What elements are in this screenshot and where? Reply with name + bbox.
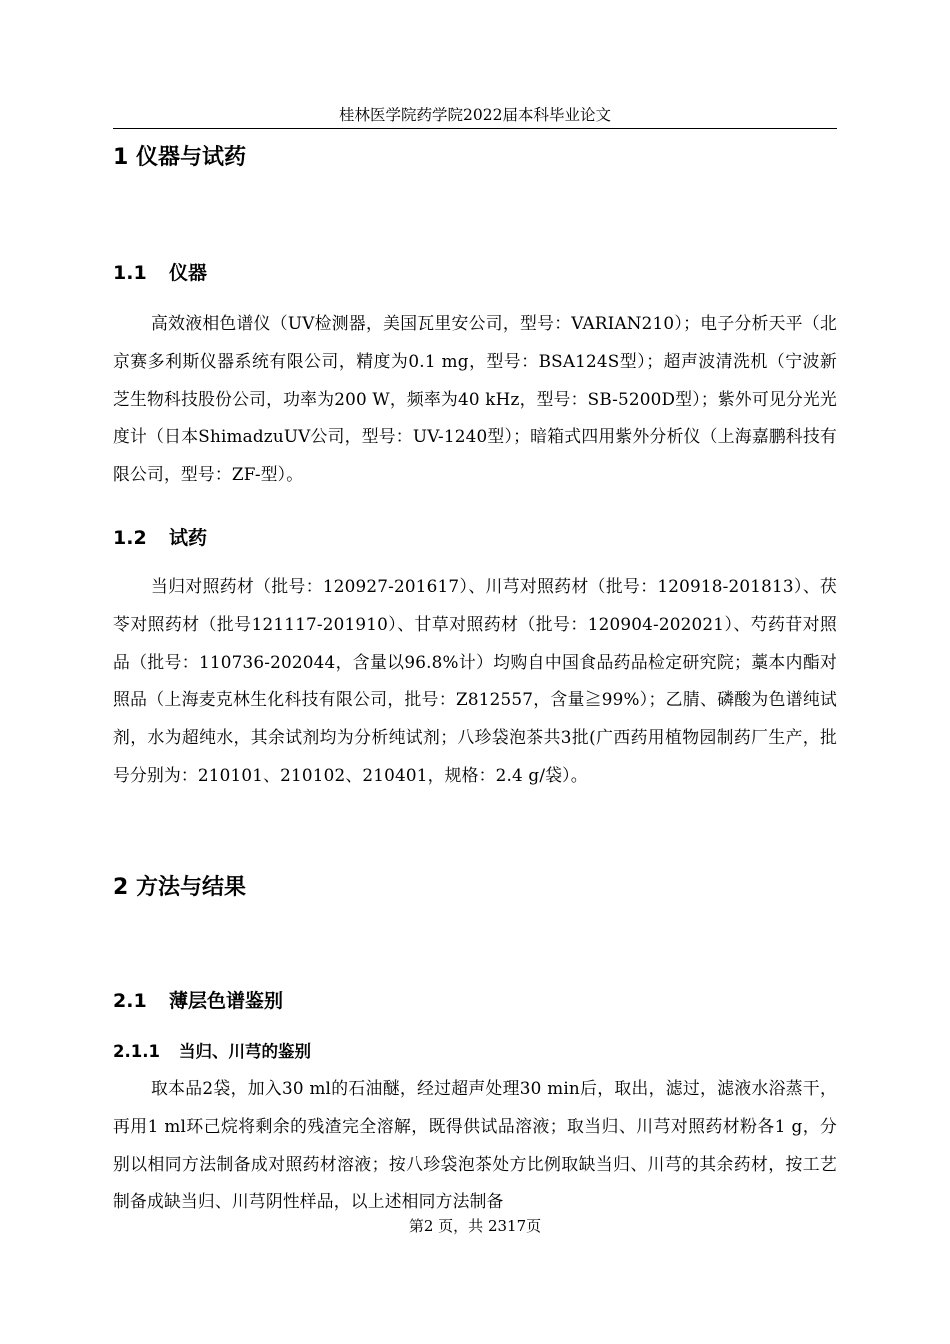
section-2-1-1-heading: [113, 1040, 311, 1064]
reagents-paragraph: 当归对照药材（批号：120927-201617）、川芎对照药材（批号：120918-201813）、茯苓对照药材（批号121117-201910）、甘草对照药材（批号：120904-202021）、芍药苷对照品（批号：110736-202044，含量以96.8%计）均购自中国食品药品检定研究院；藁本内酯对照品（上海麦克林生化科技有限公司，批号：Z812557，含量≧99%）；乙腈、磷酸为色谱纯试剂，水为超纯水，其余试剂均为分析纯试剂；八珍袋泡茶共3批(广西药用植物园制药厂生产，批号分别为：210101、210102、210401，规格：2.4 g/袋）。: [113, 576, 837, 785]
section-2-heading: [113, 873, 246, 903]
section-1-heading: [113, 143, 246, 173]
section-title: 薄层色谱鉴别: [169, 990, 284, 1012]
section-2-1-heading: [113, 987, 283, 1015]
running-header: 桂林医学院药学院2022届本科毕业论文: [339, 106, 611, 124]
section-number: 1: [113, 145, 129, 170]
section-title: 仪器: [169, 262, 208, 284]
section-title: 试药: [169, 527, 208, 549]
section-number: 2.1.1: [113, 1042, 160, 1061]
section-number: 2.1: [113, 990, 147, 1012]
section-1-1-heading: [113, 259, 207, 287]
section-number: 2: [113, 875, 129, 900]
section-number: 1.1: [113, 262, 147, 284]
page-footer: 第2 页，共 2317页: [408, 1217, 542, 1235]
section-title: 方法与结果: [135, 875, 246, 900]
section-number: 1.2: [113, 527, 147, 549]
section-1-2-heading: [113, 524, 207, 552]
instruments-paragraph: 高效液相色谱仪（UV检测器，美国瓦里安公司，型号：VARIAN210）；电子分析天平（北京赛多利斯仪器系统有限公司，精度为0.1 mg，型号：BSA124S型）；超声波清洗机（宁波新芝生物科技股份公司，功率为200 W，频率为40 kHz，型号：SB-5200D型）；紫外可见分光光度计（日本ShimadzuUV公司，型号：UV-1240型）；暗箱式四用紫外分析仪（上海嘉鹏科技有限公司，型号：ZF-型）。: [113, 313, 837, 485]
tlc-paragraph: 取本品2袋，加入30 ml的石油醚，经过超声处理30 min后，取出，滤过，滤液水浴蒸干，再用1 ml环己烷将剩余的残渣完全溶解，既得供试品溶液；取当归、川芎对照药材粉各1 g，分别以相同方法制备成对照药材溶液；按八珍袋泡茶处方比例取缺当归、川芎的其余药材，按工艺制备成缺当归、川芎阴性样品，以上述相同方法制备: [113, 1078, 837, 1212]
section-title: 当归、川芎的鉴别: [179, 1042, 311, 1061]
section-title: 仪器与试药: [135, 145, 246, 170]
header-rule: [113, 128, 837, 129]
